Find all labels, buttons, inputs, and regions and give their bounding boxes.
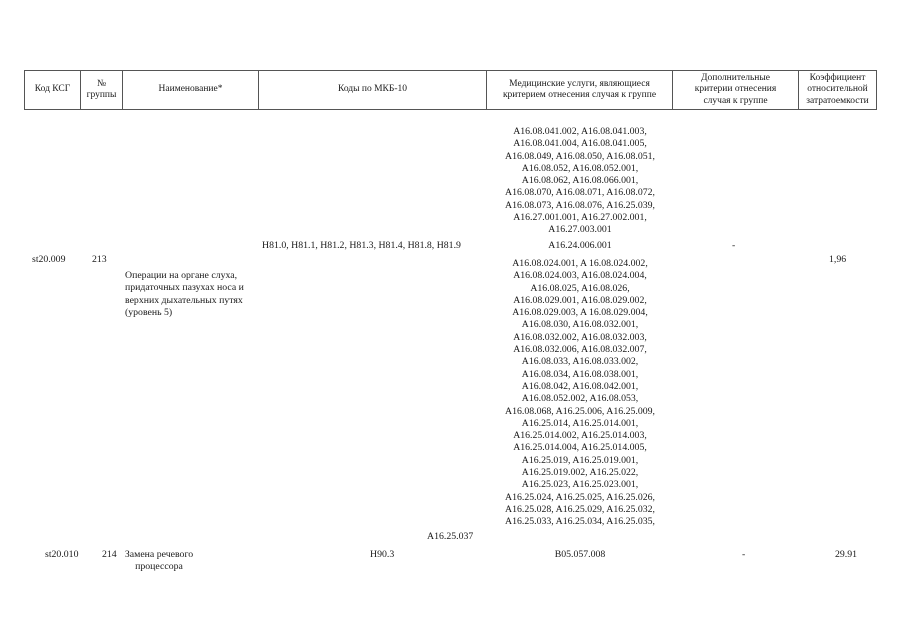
service-line: A16.08.073, A16.08.076, A16.25.039, (505, 199, 655, 211)
service-line: A16.08.049, A16.08.050, A16.08.051, (505, 150, 655, 162)
header-icd-text: Коды по МКБ-10 (337, 84, 408, 95)
service-line: A16.27.003.001 (548, 224, 612, 236)
row1-name-line: верхних дыхательных путях (125, 294, 243, 306)
service-line: A16.08.024.003, A16.08.024.004, (513, 270, 647, 282)
row1-services-block1 (460, 126, 700, 237)
service-line: A16.08.052.002, A16.08.053, (521, 393, 639, 405)
row1-name-line: Операции на органе слуха, (125, 270, 238, 281)
header-code (24, 70, 81, 110)
service-line: A16.25.028, A16.25.029, A16.25.032, (505, 503, 655, 515)
header-icd (258, 70, 487, 110)
service-line: A16.08.029.003, A 16.08.029.004, (512, 307, 648, 319)
row2-name (117, 549, 201, 574)
row2-name-line: Замена речевого (124, 549, 194, 560)
header-extra-line3: случая к группе (703, 95, 768, 106)
service-line: A16.08.034, A16.08.038.001, (521, 368, 639, 380)
row1-services-block2 (460, 258, 700, 529)
header-code-text: Код КСГ (34, 84, 71, 95)
service-line: A16.08.033, A16.08.033.002, (521, 356, 639, 368)
service-line: A16.08.029.001, A16.08.029.002, (513, 294, 647, 306)
row1-icd: H81.0, H81.1, H81.2, H81.3, H81.4, H81.8, H81.9 (262, 240, 461, 251)
service-line: A16.08.041.004, A16.08.041.005, (513, 138, 647, 150)
service-line: A16.08.041.002, A16.08.041.003, (513, 126, 647, 137)
service-line: A16.25.014.002, A16.25.014.003, (513, 430, 647, 442)
header-name-text: Наименование* (158, 84, 223, 95)
header-services (486, 70, 673, 110)
row1-name (125, 270, 244, 319)
service-line: A16.08.052, A16.08.052.001, (521, 162, 639, 174)
row2-extra: - (742, 549, 746, 560)
header-group-no-line1: № (96, 78, 107, 89)
header-coef-line2: относительной (807, 84, 868, 95)
service-line: A16.08.025, A16.08.026, (530, 282, 630, 294)
service-line: A16.25.019, A16.25.019.001, (521, 454, 639, 466)
service-line: A16.08.032.002, A16.08.032.003, (513, 331, 647, 343)
header-coef-line1: Коэффициент (809, 72, 866, 83)
header-extra-line2: критерии отнесения (694, 84, 777, 95)
service-line: A16.25.024, A16.25.025, A16.25.026, (505, 491, 655, 503)
row1-name-line: (уровень 5) (125, 306, 173, 318)
header-group-no-line2: группы (86, 90, 117, 100)
header-extra-line1: Дополнительные (701, 72, 770, 83)
header-coef (798, 70, 877, 110)
service-line: A16.27.001.001, A16.27.002.001, (513, 212, 647, 224)
row2-code: st20.010 (45, 549, 79, 560)
service-line: A16.25.019.002, A16.25.022, (521, 467, 639, 479)
service-line: A16.25.014, A16.25.014.001, (521, 417, 639, 429)
header-extra (672, 70, 799, 110)
service-line: B05.057.008 (554, 549, 606, 560)
service-line: A16.08.032.006, A16.08.032.007, (513, 344, 647, 356)
row1-group: 213 (92, 254, 107, 265)
header-services-line1: Медицинские услуги, являющиеся (509, 78, 650, 89)
row2-services (460, 549, 700, 561)
service-line: A16.08.030, A16.08.032.001, (521, 319, 639, 331)
service-line: A16.08.024.001, A 16.08.024.002, (512, 258, 648, 269)
row1-coef: 1,96 (829, 254, 847, 265)
row2-group: 214 (102, 549, 117, 560)
service-line: A16.08.070, A16.08.071, A16.08.072, (505, 187, 655, 199)
row1-name-line: придаточных пазухах носа и (125, 282, 244, 294)
header-services-line2: критерием отнесения случая к группе (502, 90, 657, 100)
service-line: A16.25.033, A16.25.034, A16.25.035, (505, 516, 655, 528)
row2-coef: 29.91 (835, 549, 858, 560)
service-line: A16.24.006.001 (548, 240, 612, 251)
row1-extra: - (732, 240, 736, 251)
service-line: A16.25.014.004, A16.25.014.005, (513, 442, 647, 454)
service-line: A16.08.068, A16.25.006, A16.25.009, (505, 405, 655, 417)
row1-services-single (460, 240, 700, 252)
row1-services-tail: A16.25.037 (427, 531, 474, 542)
row2-icd: H90.3 (370, 549, 395, 560)
header-coef-line3: затратоемкости (806, 95, 869, 106)
row1-code: st20.009 (32, 254, 66, 265)
row2-name-line: процессора (135, 561, 183, 573)
service-line: A16.08.042, A16.08.042.001, (521, 380, 639, 392)
header-group-no (80, 70, 123, 110)
header-name (122, 70, 259, 110)
service-line: A16.08.062, A16.08.066.001, (521, 175, 639, 187)
service-line: A16.25.023, A16.25.023.001, (521, 479, 639, 491)
